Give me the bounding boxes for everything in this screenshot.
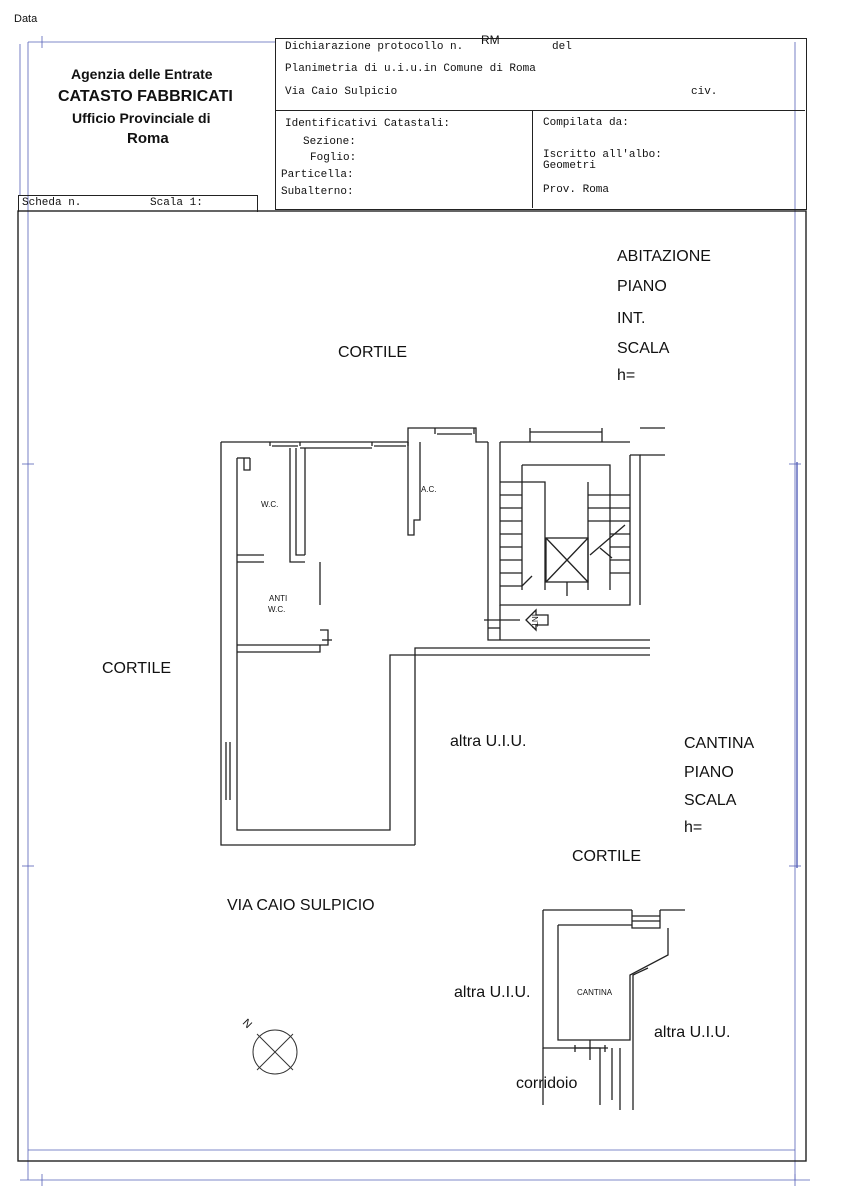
dichiarazione-label: Dichiarazione protocollo n. bbox=[285, 41, 464, 53]
particella-label: Particella: bbox=[281, 169, 354, 181]
north-arrow-icon bbox=[253, 1030, 297, 1074]
prov-label: Prov. Roma bbox=[543, 184, 610, 196]
abitazione-label: ABITAZIONE bbox=[617, 248, 711, 265]
apartment-plan bbox=[221, 428, 665, 845]
header-divider bbox=[275, 110, 805, 111]
page-label: Data bbox=[14, 13, 38, 25]
civ-label: civ. bbox=[691, 86, 718, 98]
rm-label: RM bbox=[481, 33, 500, 47]
room-cantina-label: CANTINA bbox=[577, 988, 613, 997]
street-label: VIA CAIO SULPICIO bbox=[227, 897, 375, 914]
cortile-top-label: CORTILE bbox=[338, 344, 408, 361]
foglio-label: Foglio: bbox=[310, 152, 357, 164]
scala-plan-label: SCALA bbox=[617, 340, 670, 357]
geometri-label: Geometri bbox=[543, 160, 596, 172]
piano-label: PIANO bbox=[617, 278, 667, 295]
cantina-scala-label: SCALA bbox=[684, 792, 737, 809]
cantina-height-label: h= bbox=[684, 819, 703, 836]
sezione-label: Sezione: bbox=[303, 136, 356, 148]
room-int-label: INT. bbox=[530, 614, 539, 629]
room-wc-label: W.C. bbox=[261, 500, 279, 509]
agency-title: Agenzia delle Entrate bbox=[71, 66, 213, 82]
header-column-divider bbox=[532, 110, 533, 208]
corridoio-label: corridoio bbox=[516, 1075, 578, 1092]
scheda-label: Scheda n. bbox=[22, 197, 82, 209]
north-label: N bbox=[239, 1016, 255, 1032]
ufficio-title: Ufficio Provinciale di bbox=[72, 110, 211, 126]
altra-uiu-center-label: altra U.I.U. bbox=[450, 733, 527, 750]
cortile-right-label: CORTILE bbox=[572, 848, 642, 865]
subalterno-label: Subalterno: bbox=[281, 186, 354, 198]
via-label: Via Caio Sulpicio bbox=[285, 86, 398, 98]
identificativi-label: Identificativi Catastali: bbox=[285, 118, 451, 130]
del-label: del bbox=[552, 41, 572, 53]
room-ac-label: A.C. bbox=[421, 485, 437, 494]
cantina-piano-label: PIANO bbox=[684, 764, 734, 781]
height-label: h= bbox=[617, 367, 636, 384]
catasto-title: CATASTO FABBRICATI bbox=[58, 88, 233, 105]
altra-uiu-right-label: altra U.I.U. bbox=[654, 1024, 731, 1041]
planimetria-label: Planimetria di u.i.u.in Comune di Roma bbox=[285, 63, 536, 75]
content-frame bbox=[18, 211, 806, 1161]
iscritto-label: Iscritto all'albo: bbox=[543, 149, 662, 161]
cantina-title-label: CANTINA bbox=[684, 735, 755, 752]
cortile-left-label: CORTILE bbox=[102, 660, 172, 677]
office-city: Roma bbox=[127, 130, 169, 147]
int-label: INT. bbox=[617, 310, 646, 327]
scala-label: Scala 1: bbox=[150, 197, 203, 209]
room-anti-wc-label: W.C. bbox=[268, 605, 286, 614]
compilata-label: Compilata da: bbox=[543, 117, 629, 129]
room-anti-label: ANTI bbox=[269, 594, 288, 603]
altra-uiu-left-label: altra U.I.U. bbox=[454, 984, 531, 1001]
